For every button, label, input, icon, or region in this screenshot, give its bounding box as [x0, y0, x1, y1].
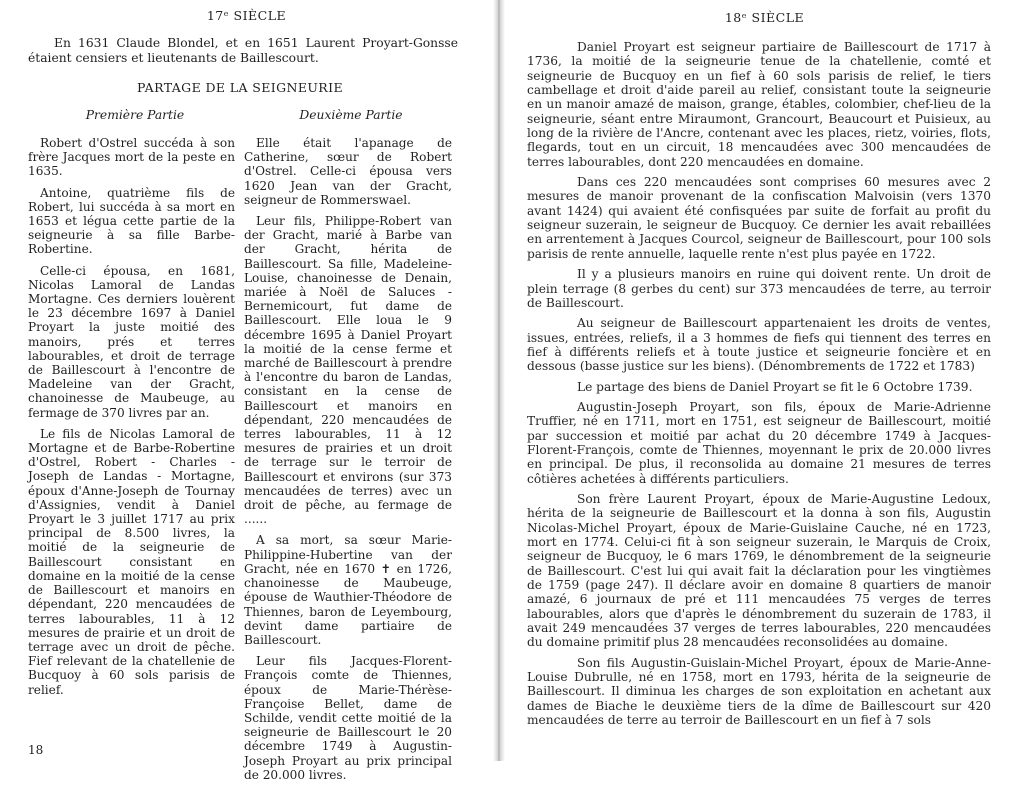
- paragraph: Leur fils, Philippe-Robert van der Gracht, marié à Barbe van der Gracht, hérita de Baillescourt. Sa fille, Madeleine-Louise, chanoinesse de Denain, mariée à Noël de Saluces - Bernemicourt, fut dame de Baillescourt. Elle loua le 9 décembre 1695 à Daniel Proyart la moitié de la cense ferme et marché de Baillescourt à prendre à l'encontre du baron de Landas, consistant en la cense de Baillescourt et manoirs en dépendant, 220 mencaudées de terres labourables, 11 à 12 mesures de prairies et un droit de terrage sur le terroir de Baillescourt et environs (sur 373 mencaudées de terres) avec un droit de pêche, au fermage de ......: [244, 214, 452, 527]
- part2-heading: Deuxième Partie: [299, 108, 403, 122]
- paragraph: Daniel Proyart est seigneur partiaire de Baillescourt de 1717 à 1736, la moitié de la seigneurie tenue de la chatellenie, comté et seigneurie de Bucquoy en un fief à 60 sols parisis de relief, le tiers cambellage et droit d'aide pareil au relief, consistant toute la seigneurie en un manoir amazé de maison, grange, étables, colombier, chef-lieu de la seigneurie, séant entre Miraumont, Grancourt, Beaucourt et Puisieux, au long de la rivière de l'Ancre, contenant avec les places, rietz, voiries, flots, flegards, tout en un circuit, 18 mencaudées avec 300 mencaudées de terres labourables, dont 220 mencaudées en domaine.: [527, 40, 991, 169]
- paragraph: Robert d'Ostrel succéda à son frère Jacques mort de la peste en 1635.: [28, 136, 235, 179]
- column-second-part: [244, 136, 452, 789]
- right-page-body: [527, 40, 991, 733]
- section-title: PARTAGE DE LA SEIGNEURIE: [137, 80, 343, 95]
- left-page: [0, 0, 493, 782]
- paragraph: Antoine, quatrième fils de Robert, lui succéda à sa mort en 1653 et légua cette partie de la seigneurie à sa fille Barbe-Robertine.: [28, 185, 235, 257]
- paragraph: Son frère Laurent Proyart, époux de Marie-Augustine Ledoux, hérita de la seigneurie de Baillescourt et la donna à son fils, Augustin Nicolas-Michel Proyart, époux de Marie-Guislaine Cauche, né en 1723, mort en 1774. Celui-ci fit à son seigneur suzerain, le Marquis de Croix, seigneur de Bucquoy, le 6 mars 1769, le dénombrement de la seigneurie de Baillescourt. C'est lui qui avait fait la déclaration pour les vingtièmes de 1759 (page 247). Il déclare avoir en domaine 8 quartiers de manoir amazé, 6 journaux de pré et 111 mencaudées 75 verges de terres labourables, alors que d'après le dénombrement du suzerain de 1783, il avait 249 mencaudées 37 verges de terres labourables, 220 mencaudées du domaine primitif plus 28 mencaudées reconsolidées au domaine.: [527, 491, 991, 650]
- paragraph: Celle-ci épousa, en 1681, Nicolas Lamoral de Landas Mortagne. Ces derniers louèrent le 23 décembre 1697 à Daniel Proyart la juste moitié des manoirs, prés et terres labourables, et droit de terrage de Baillescourt à l'encontre de Madeleine van der Gracht, chanoinesse de Maubeuge, au fermage de 370 livres par an.: [28, 263, 235, 420]
- paragraph: Il y a plusieurs manoirs en ruine qui doivent rente. Un droit de plein terrage (8 gerbes du cent) sur 373 mencaudées de terre, au terroir de Baillescourt.: [527, 267, 991, 310]
- right-page: [505, 0, 1024, 761]
- paragraph: A sa mort, sa sœur Marie-Philippine-Hubertine van der Gracht, née en 1670 ✝ en 1726, chanoinesse de Maubeuge, épouse de Wauthier-Théodore de Thiennes, baron de Leyembourg, devint dame partiaire de Baillescourt.: [244, 533, 452, 647]
- intro-paragraph: [28, 36, 458, 66]
- intro-text: En 1631 Claude Blondel, et en 1651 Laurent Proyart-Gonsse étaient censiers et lieutenants de Baillescourt.: [28, 36, 458, 66]
- part1-heading: Première Partie: [85, 108, 185, 122]
- column-first-part: [28, 136, 235, 704]
- paragraph: Au seigneur de Baillescourt appartenaient les droits de ventes, issues, entrées, reliefs, il a 3 hommes de fiefs qui tiennent des terres en fief à différents reliefs et à toute justice et seigneurie foncière et en dessous (basse justice sur les biens). (Dénombrements de 1722 et 1783): [527, 316, 991, 374]
- book-gutter: [493, 0, 505, 761]
- paragraph: Dans ces 220 mencaudées sont comprises 60 mesures avec 2 mesures de manoir provenant de la confiscation Malvoisin (vers 1370 avant 1424) qui avaient été confisquées par suite de forfait au profit du seigneur suzerain, le seigneur de Bucquoy. Ce dernier les avait rebaillées en arrentement à Jacques Courcol, seigneur de Baillescourt, pour 100 sols parisis de rente annuelle, laquelle rente n'est plus payée en 1722.: [527, 175, 991, 261]
- paragraph: Son fils Augustin-Guislain-Michel Proyart, époux de Marie-Anne-Louise Dubrulle, né en 1758, mort en 1793, hérita de la seigneurie de Baillescourt. Il diminua les charges de son exploitation en achetant aux dames de Biache le deuxième tiers de la dîme de Baillescourt sur 420 mencaudées de terre au terroir de Baillescourt en un fief à 7 sols: [527, 655, 991, 728]
- paragraph: Elle était l'apanage de Catherine, sœur de Robert d'Ostrel. Celle-ci épousa vers 1620 Jean van der Gracht, seigneur de Rommerswael.: [244, 136, 452, 207]
- paragraph: Leur fils Jacques-Florent-François comte de Thiennes, époux de Marie-Thérèse-Françoise Bellet, dame de Schilde, vendit cette moitié de la seigneurie de Baillescourt le 20 décembre 1749 à Augustin-Joseph Proyart au prix principal de 20.000 livres.: [244, 654, 452, 782]
- page-number: 18: [28, 743, 44, 757]
- running-head-right: 18ᵉ SIÈCLE: [724, 10, 805, 25]
- paragraph: Le partage des biens de Daniel Proyart se fit le 6 Octobre 1739.: [577, 379, 973, 394]
- paragraph: Le fils de Nicolas Lamoral de Mortagne et de Barbe-Robertine d'Ostrel, Robert - Charles - Joseph de Landas - Mortagne, époux d'Anne-Joseph de Tournay d'Assignies, vendit à Daniel Proyart le 3 juillet 1717 au prix principal de 8.500 livres, la moitié de la seigneurie de Baillescourt consistant en domaine en la moitié de la cense de Baillescourt et manoirs en dépendant, 220 mencaudées de terres labourables, 11 à 12 mesures de prairie et un droit de terrage avec un droit de pêche. Fief relevant de la chatellenie de Bucquoy à 60 sols parisis de relief.: [28, 426, 235, 697]
- running-head-left: 17ᵉ SIÈCLE: [206, 8, 287, 23]
- paragraph: Augustin-Joseph Proyart, son fils, époux de Marie-Adrienne Truffier, né en 1711, mort en 1751, est seigneur de Baillescourt, moitié par succession et moitié par achat du 20 décembre 1749 à Jacques-Florent-François, comte de Thiennes, moyennant le prix de 20.000 livres en principal. De plus, il reconsolida au domaine 21 mesures de terres côtières achetées à différents particuliers.: [527, 399, 991, 486]
